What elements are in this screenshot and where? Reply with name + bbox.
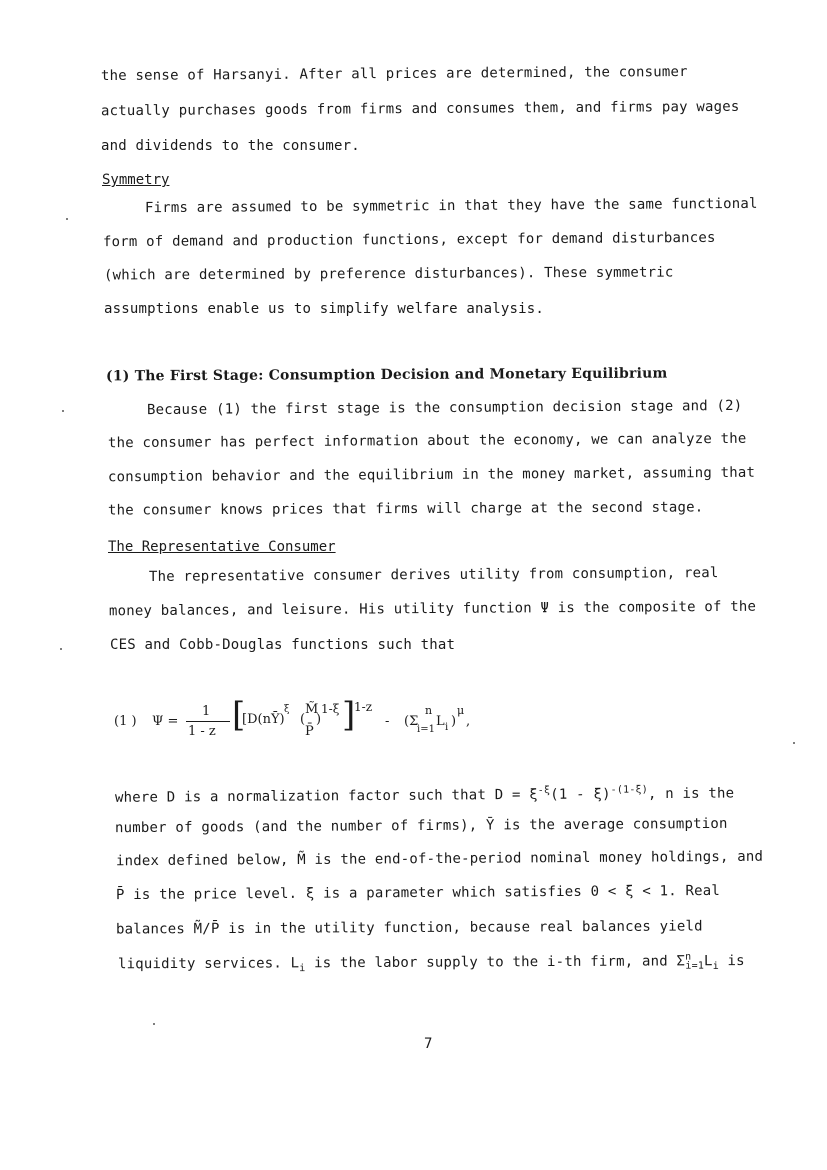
scan-speck bbox=[153, 1023, 155, 1025]
sum-symbol: (Σ bbox=[404, 714, 419, 729]
text-line: where D is a normalization factor such that $D = \xi^{-\xi}(1 - \xi)^{-(1-\xi)}$, n is the bbox=[114, 784, 735, 806]
equation-body: [D(nȲ) bbox=[242, 712, 285, 727]
text-line: the sense of Harsanyi. After all prices are determined, the consumer bbox=[100, 63, 688, 85]
text-line: consumption behavior and the equilibrium in the money market, assuming that bbox=[107, 464, 756, 486]
sum-lower-limit: i=1 bbox=[417, 724, 435, 735]
text-line: money balances, and leisure. His utility function Ψ is the composite of the bbox=[108, 598, 757, 620]
comma: , bbox=[466, 714, 471, 729]
paren: ) bbox=[316, 712, 322, 727]
text-line: and dividends to the consumer. bbox=[101, 138, 360, 154]
section-heading-symmetry: Symmetry bbox=[102, 172, 170, 188]
paren: ) bbox=[451, 714, 457, 729]
text-line: actually purchases goods from firms and consumes them, and firms pay wages bbox=[100, 98, 740, 120]
left-bracket: [ bbox=[232, 695, 246, 735]
text-line: CES and Cobb-Douglas functions such that bbox=[110, 637, 456, 653]
scan-speck bbox=[62, 410, 64, 412]
money-fraction-numerator: M̃ bbox=[305, 702, 319, 717]
scan-speck bbox=[60, 648, 62, 650]
text-line: number of goods (and the number of firms), Ȳ is the average consumption bbox=[114, 815, 728, 837]
exponent: 1-z bbox=[354, 700, 373, 714]
text-line: Because (1) the first stage is the consumption decision stage and (2) bbox=[146, 397, 743, 419]
exponent: μ bbox=[457, 704, 465, 717]
fraction-bar bbox=[186, 721, 230, 722]
fraction-denominator: 1 - z bbox=[188, 724, 216, 739]
labor-subscript: i bbox=[445, 722, 449, 733]
sum-upper-limit: n bbox=[425, 704, 433, 717]
text-line: P̄ is the price level. ξ is a parameter which satisfies 0 < ξ < 1. Real bbox=[115, 882, 721, 904]
scan-speck bbox=[793, 742, 795, 744]
scan-speck bbox=[66, 218, 68, 220]
text-line: form of demand and production functions, except for demand disturbances bbox=[102, 229, 716, 251]
paren: ( bbox=[300, 712, 306, 727]
text-line: Firms are assumed to be symmetric in that they have the same functional bbox=[144, 195, 758, 217]
minus-sign: - bbox=[385, 714, 390, 729]
equation-number: (1 ) bbox=[114, 714, 137, 729]
exponent: 1-ξ bbox=[321, 702, 340, 716]
money-fraction-denominator: P̄ bbox=[305, 724, 314, 739]
text-line: balances M̃/P̄ is in the utility function, because real balances yield bbox=[115, 918, 703, 938]
text-line: assumptions enable us to simplify welfare analysis. bbox=[104, 301, 545, 317]
exponent: ξ bbox=[284, 704, 290, 715]
fraction-numerator: 1 bbox=[202, 704, 211, 719]
equation-1 bbox=[114, 692, 714, 756]
section-heading-first-stage: (1) The First Stage: Consumption Decision and Monetary Equilibrium bbox=[105, 365, 668, 385]
text-line: The representative consumer derives utility from consumption, real bbox=[148, 565, 719, 585]
text-line: (which are determined by preference disturbances). These symmetric bbox=[103, 264, 674, 284]
right-bracket: ] bbox=[342, 695, 356, 735]
equation-lhs: Ψ = bbox=[152, 714, 179, 729]
section-heading-representative-consumer: The Representative Consumer bbox=[108, 539, 336, 555]
text-line: the consumer knows prices that firms will charge at the second stage. bbox=[107, 499, 704, 519]
page-number: 7 bbox=[424, 1036, 433, 1052]
text-line: the consumer has perfect information about the economy, we can analyze the bbox=[107, 430, 747, 452]
labor-symbol: L bbox=[436, 714, 445, 729]
text-line: liquidity services. $L_i$ is the labor supply to the i-th firm, and $\Sigma^n_{i=1}L_i$ is bbox=[117, 951, 745, 975]
text-line: index defined below, M̃ is the end-of-the-period nominal money holdings, and bbox=[115, 848, 764, 870]
